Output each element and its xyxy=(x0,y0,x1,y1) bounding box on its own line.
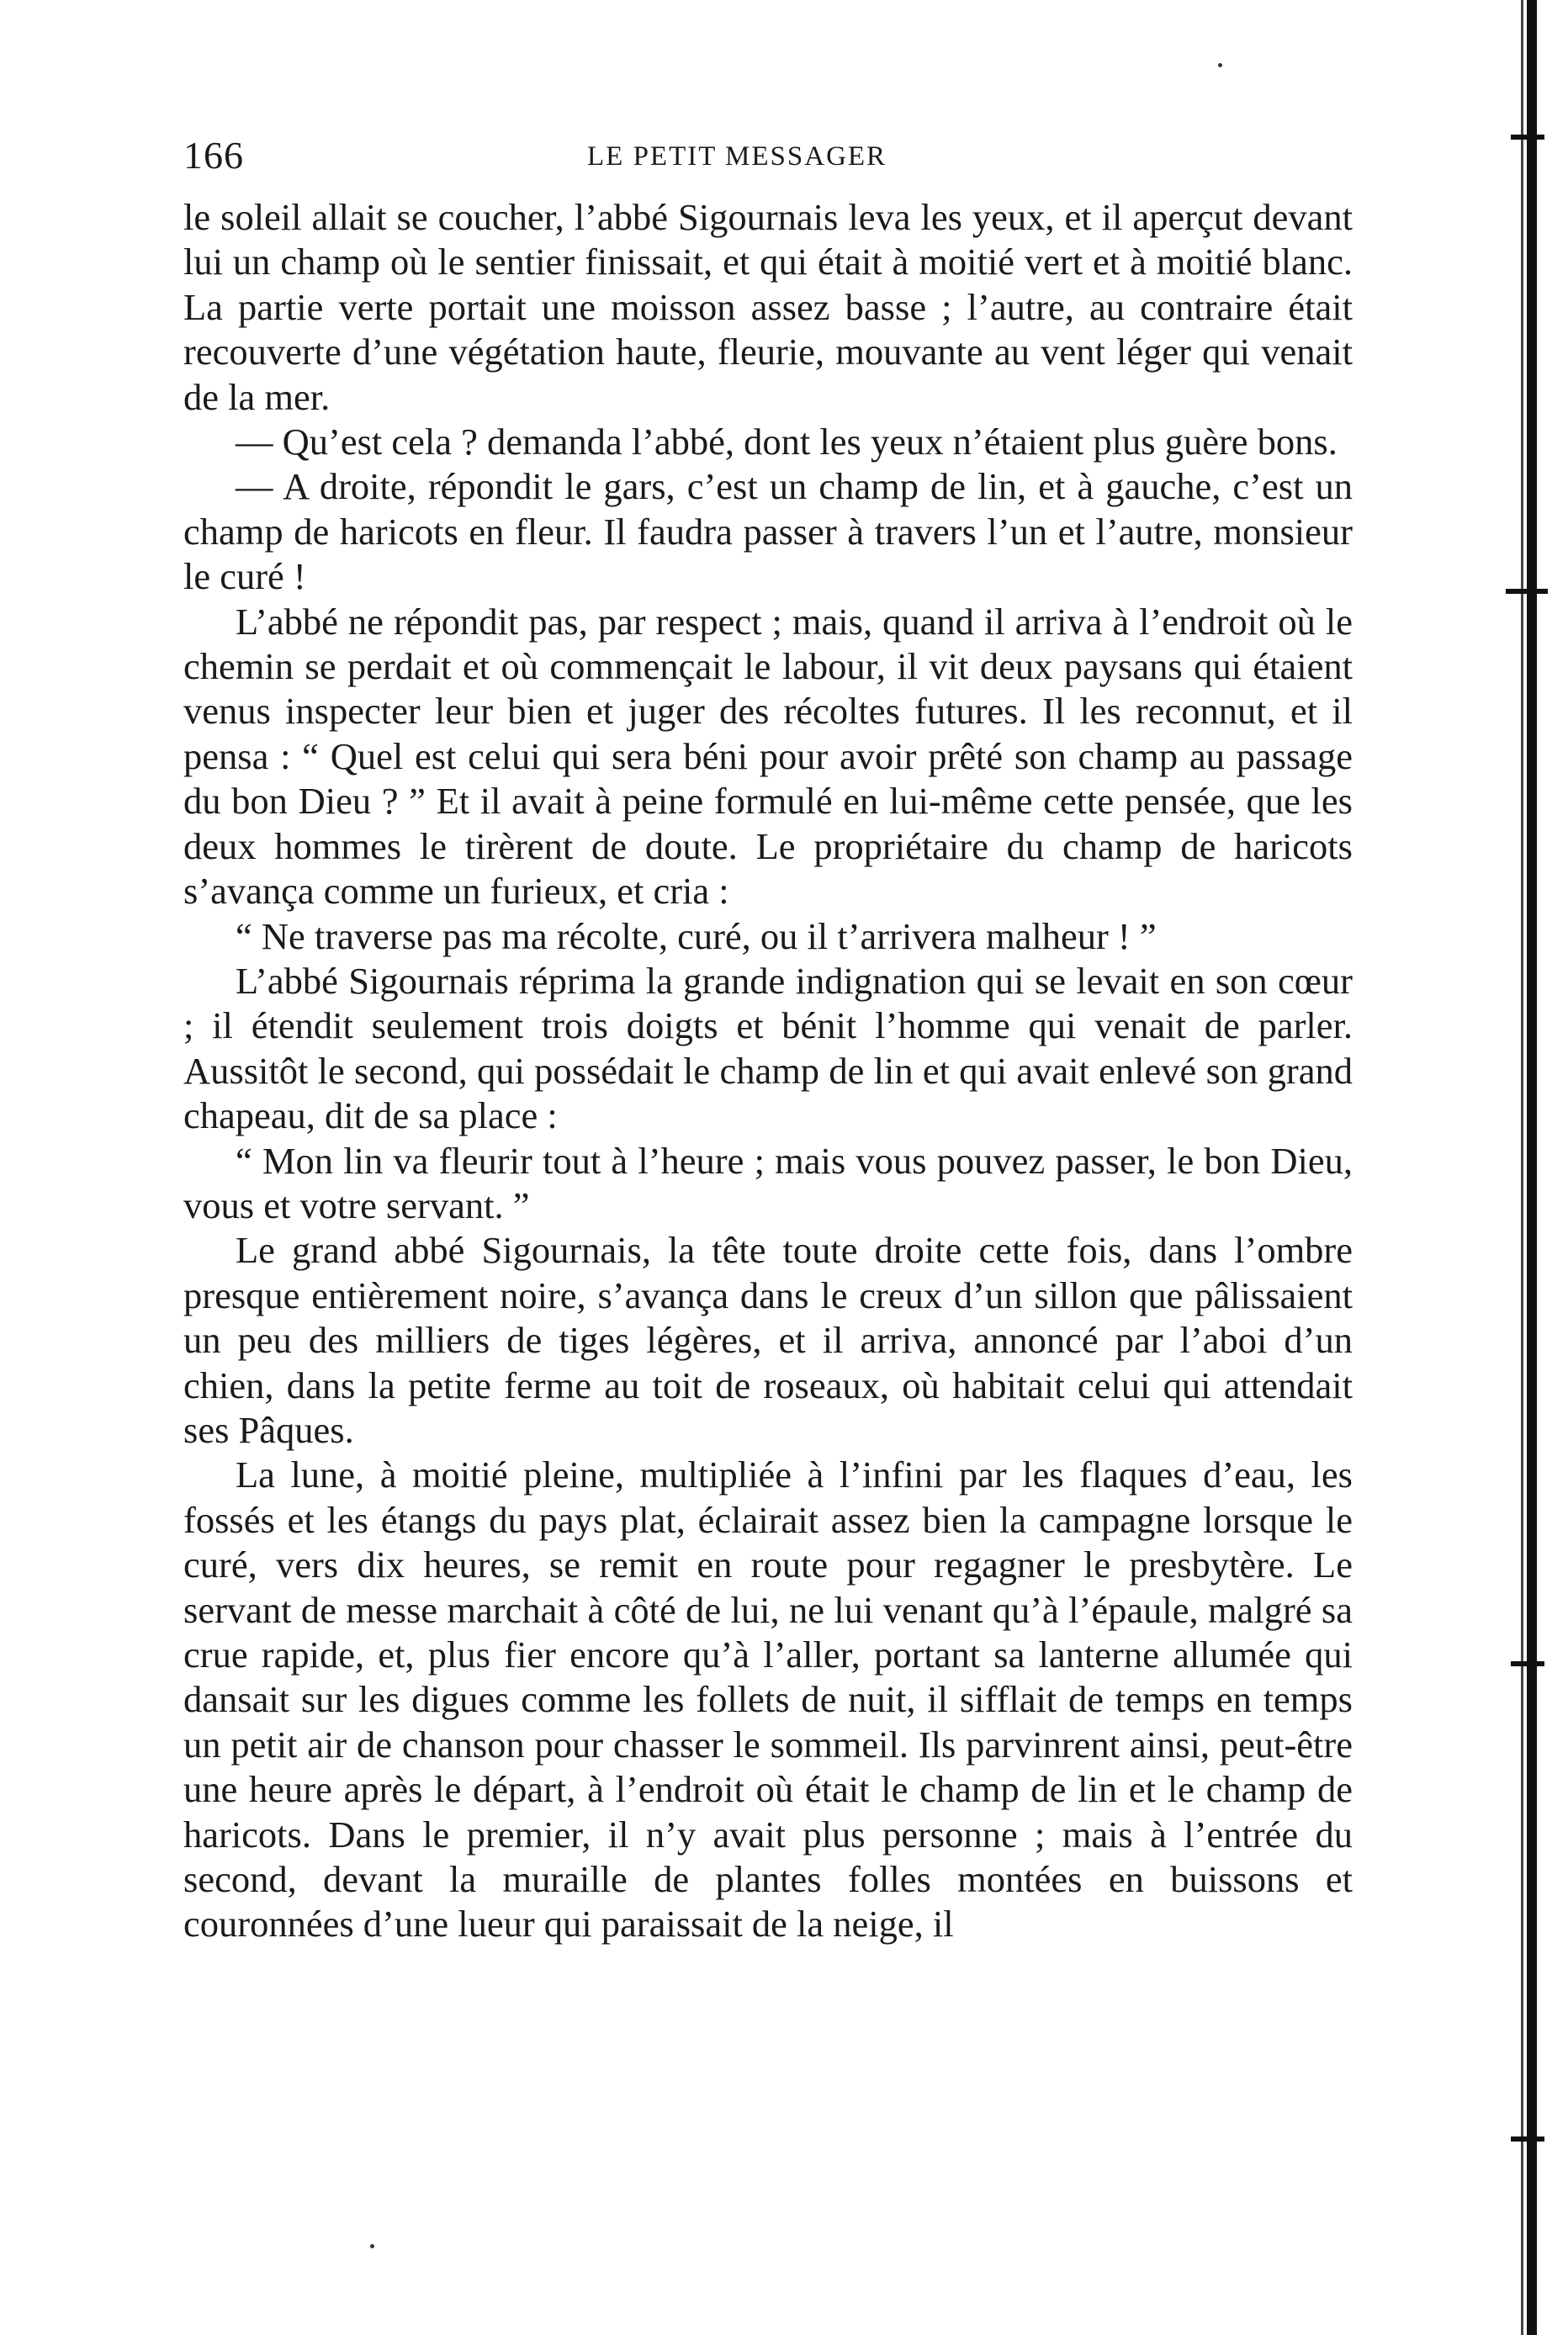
paragraph: Le grand abbé Sigournais, la tête toute droite cette fois, dans l’ombre presque entièrement noire, s’avança dans le creux d’un sillon que pâlissaient un peu des milliers de tiges légères, et il arriva, annoncé par l’aboi d’un chien, dans la petite ferme au toit de roseaux, où habitait celui qui attendait ses Pâques. xyxy=(183,1229,1353,1451)
paragraph: le soleil allait se coucher, l’abbé Sigournais leva les yeux, et il aperçut devant lui un champ où le sentier finissait, et qui était à moitié vert et à moitié blanc. La partie verte portait une moisson assez basse ; l’autre, au contraire était recouverte d’une végétation haute, fleurie, mouvante au vent léger qui venait de la mer. xyxy=(183,196,1353,418)
paragraph: — A droite, répondit le gars, c’est un champ de lin, et à gauche, c’est un champ de haricots en fleur. Il faudra passer à travers l’un et l’autre, monsieur le curé ! xyxy=(183,465,1353,598)
page-edge-notch xyxy=(1511,135,1544,140)
page-edge-rule-thin xyxy=(1521,0,1523,2335)
paragraph: “ Mon lin va fleurir tout à l’heure ; mais vous pouvez passer, le bon Dieu, vous et votre servant. ” xyxy=(183,1139,1353,1226)
body-text xyxy=(183,195,1353,1947)
page-edge-rule xyxy=(1527,0,1537,2335)
page-edge-notch xyxy=(1511,2136,1544,2142)
paragraph: — Qu’est cela ? demanda l’abbé, dont les yeux n’étaient plus guère bons. xyxy=(236,421,1338,463)
running-title: LE PETIT MESSAGER xyxy=(587,141,887,172)
page-header xyxy=(183,133,1353,183)
paragraph: L’abbé Sigournais réprima la grande indignation qui se levait en son cœur ; il étendit seulement trois doigts et bénit l’homme qui venait de parler. Aussitôt le second, qui possédait le champ de lin et qui avait enlevé son grand chapeau, dit de sa place : xyxy=(183,959,1353,1137)
paragraph: La lune, à moitié pleine, multipliée à l’infini par les flaques d’eau, les fossés et les étangs du pays plat, éclairait assez bien la campagne lorsque le curé, vers dix heures, se remit en route pour regagner le presbytère. Le servant de messe marchait à côté de lui, ne lui venant qu’à l’épaule, malgré sa crue rapide, et, plus fier encore qu’à l’aller, portant sa lanterne allumée qui dansait sur les digues comme les follets de nuit, il sifflait de temps en temps un petit air de chanson pour chasser le sommeil. Ils parvinrent ainsi, peut-être une heure après le départ, à l’endroit où était le champ de lin et le champ de haricots. Dans le premier, il n’y avait plus personne ; mais à l’entrée du second, devant la muraille de plantes folles montées en buissons et couronnées d’une lueur qui paraissait de la neige, il xyxy=(183,1453,1353,1946)
ink-speck xyxy=(1218,63,1222,67)
page-number: 166 xyxy=(183,134,244,177)
page-edge-notch xyxy=(1511,1661,1544,1666)
page-edge-notch xyxy=(1506,589,1548,594)
ink-speck xyxy=(370,2244,374,2248)
paragraph: L’abbé ne répondit pas, par respect ; mais, quand il arriva à l’endroit où le chemin se perdait et où commençait le labour, il vit deux paysans qui étaient venus inspecter leur bien et juger des récoltes futures. Il les reconnut, et il pensa : “ Quel est celui qui sera béni pour avoir prêté son champ au passage du bon Dieu ? ” Et il avait à peine formulé en lui-même cette pensée, que les deux hommes le tirèrent de doute. Le propriétaire du champ de haricots s’avança comme un furieux, et cria : xyxy=(183,600,1353,913)
paragraph: “ Ne traverse pas ma récolte, curé, ou il t’arrivera malheur ! ” xyxy=(236,914,1157,957)
